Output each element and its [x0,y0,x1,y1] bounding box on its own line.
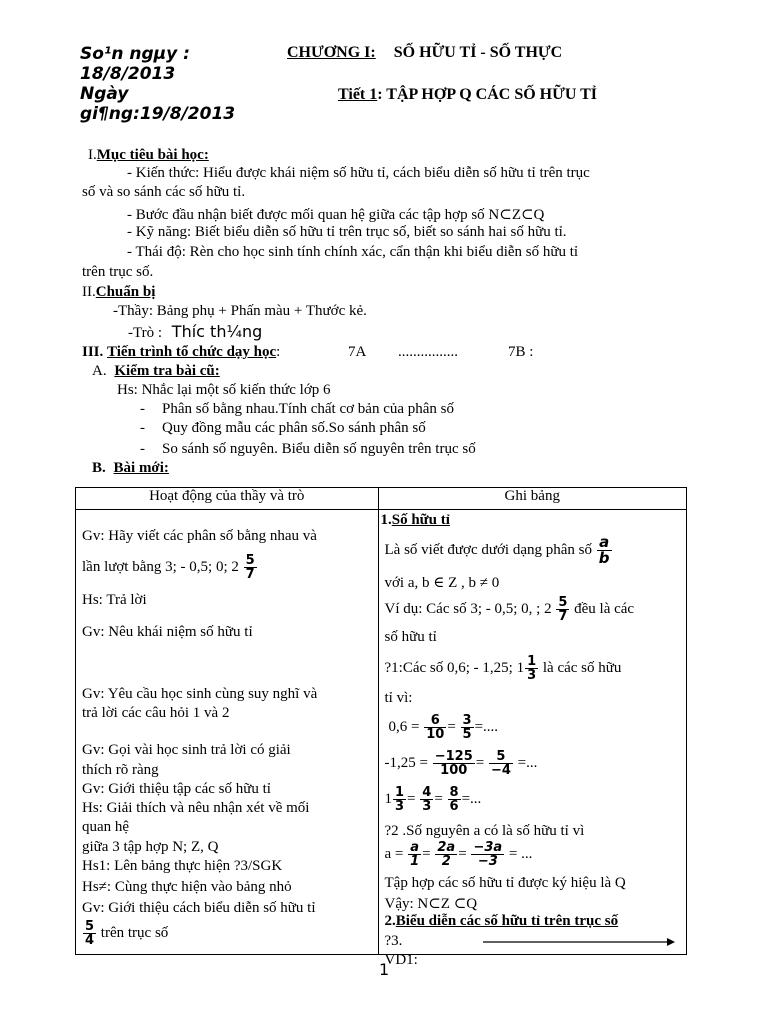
number-line-arrow [483,936,675,948]
fraction: $\frac{a}{1}$ [410,840,420,869]
section1-line2: số và so sánh các số hữu tỉ. [82,184,246,200]
equation-1-1-3: 1 $\frac{1}{3}$ = $\frac{4}{3}$ = $\frac{8}{6}$ =... [384,785,482,814]
section1-line4: - Kỹ năng: Biết biểu diễn số hữu tỉ trên trục số, biết so sánh hai số hữu tỉ. [127,224,567,240]
fraction: $\frac{2a}{2}$ [437,840,456,869]
class-dots: ................ [398,344,458,360]
section2-line2: -Trò : Thíc th¼ng [128,322,263,341]
fraction: $\frac{a}{b}$ [598,533,610,567]
right-r4: số hữu tỉ [384,629,437,645]
subsection-a-heading: A. Kiểm tra bài cũ: [92,363,220,379]
lesson-heading [338,86,597,104]
col2-header: Ghi bảng [378,488,687,510]
fraction: $\frac{-125}{100}$ [434,749,473,778]
fraction: $\frac{6}{10}$ [426,713,445,742]
fraction: $\frac{1}{3}$ [527,654,537,683]
right-r3: Ví dụ: Các số 3; - 0,5; 0, ; 2 $\frac{5}{7}$ đều là các [384,595,635,624]
lesson-prefix: Tiết 1 [338,86,378,103]
left-column [76,510,379,955]
right-column [378,510,687,968]
soan-ngay-label: So¹n ngµy : [80,44,190,64]
right-r9: Vậy: N⊂Z ⊂Q [384,896,478,912]
section1-line5: - Thái độ: Rèn cho học sinh tính chính xác, cẩn thận khi biểu diễn số hữu tỉ [127,244,579,260]
soan-ngay-date: 18/8/2013 [80,64,176,84]
section2-heading: II.Chuẩn bị [82,284,156,300]
right-r8: Tập hợp các số hữu tỉ được ký hiệu là Q [384,875,626,891]
left-l7: Gv: Gọi vài học sinh trả lời có giải [82,742,291,758]
fraction: $\frac{-3a}{-3}$ [473,840,503,869]
chapter-prefix: CHƯƠNG I: [287,44,376,61]
right-r6: tỉ vì: [384,690,413,706]
section3-heading: III. Tiến trình tổ chức dạy học: [82,344,281,360]
left-l10: Hs: Giải thích và nêu nhận xét về mối [82,800,310,816]
hs-line: Hs: Nhắc lại một số kiến thức lớp 6 [117,382,331,398]
left-l1: Gv: Hãy viết các phân số bằng nhau và [82,528,317,544]
col1-header: Hoạt động của thầy và trò [76,488,379,510]
lesson-title: : TẬP HỢP Q CÁC SỐ HỮU TỈ [377,86,597,103]
right-r5: ?1:Các số 0,6; - 1,25; 1 $\frac{1}{3}$ là các số hữu [384,654,622,683]
fraction: $\frac{4}{3}$ [422,785,432,814]
fraction: $\frac{8}{6}$ [449,785,459,814]
left-l9: Gv: Giới thiệu tập các số hữu tỉ [82,781,271,797]
bullet-3: - So sánh số nguyên. Biểu diễn số nguyên trên trục số [140,441,476,457]
fraction: $\frac{1}{3}$ [395,785,405,814]
left-l4: Gv: Nêu khái niệm số hữu tỉ [82,624,253,640]
left-l6: trả lời các câu hỏi 1 và 2 [82,705,230,721]
left-l11: quan hệ [82,819,130,835]
left-l5: Gv: Yêu cầu học sinh cùng suy nghĩ và [82,686,318,702]
section1-line1: - Kiến thức: Hiểu được khái niệm số hữu tỉ, cách biểu diễn số hữu tỉ trên trục [127,165,590,181]
page-number: 1 [379,960,390,979]
chapter-heading [287,44,562,62]
right-r7: ?2 .Số nguyên a có là số hữu tỉ vì [384,823,585,839]
right-r10: ?3. [384,933,403,949]
section1-heading: I.Mục tiêu bài học: [88,147,209,163]
ngay-label: Ngày [80,84,129,104]
fraction: $\frac{5}{-4}$ [490,749,511,778]
left-l13: Hs1: Lên bảng thực hiện ?3/SGK [82,858,283,874]
right-h2: 2.Biểu diễn các số hữu tỉ trên trục số [384,913,619,929]
class-7a: 7A [348,344,367,360]
left-l16: $\frac{5}{4}$ trên trục số [85,919,169,948]
left-l15: Gv: Giới thiệu cách biểu diễn số hữu tỉ [82,900,316,916]
section1-line3: - Bước đầu nhận biết được mối quan hệ giữa các tập hợp số N⊂Z⊂Q [127,207,545,223]
left-l12: giữa 3 tập hợp N; Z, Q [82,839,219,855]
subsection-b-heading: B. Bài mới: [92,460,169,476]
bullet-1: - Phân số bằng nhau.Tính chất cơ bản của phân số [140,401,455,417]
equation-a: a = $\frac{a}{1}$ = $\frac{2a}{2}$ = $\frac{-3a}{-3}$ = ... [384,840,533,869]
right-r1: Là số viết được dưới dạng phân số $\frac{a}{b}$ [384,533,610,567]
equation-1-25: -1,25 = $\frac{-125}{100}$ = $\frac{5}{-4}$ =... [384,749,538,778]
fraction: $\frac{5}{7}$ [245,553,255,582]
left-l2: lần lượt bằng 3; - 0,5; 0; 2 $\frac{5}{7}$ [82,553,255,582]
right-r2: với a, b ∈ Z , b ≠ 0 [384,575,500,591]
equation-0-6: 0,6 = $\frac{6}{10}$ = $\frac{3}{5}$ =.... [388,713,499,742]
lesson-table [75,487,687,968]
fraction: $\frac{5}{4}$ [85,919,95,948]
section2-line1: -Thầy: Bảng phụ + Phấn màu + Thước kẻ. [113,303,367,319]
left-l14: Hs≠: Cùng thực hiện vào bảng nhỏ [82,879,292,895]
fraction: $\frac{5}{7}$ [558,595,568,624]
bullet-2: - Quy đồng mẫu các phân số.So sánh phân số [140,420,426,436]
class-7b: 7B : [508,344,534,360]
section1-line6: trên trục số. [82,264,154,280]
left-l3: Hs: Trả lời [82,592,147,608]
right-h1: 1.Số hữu tỉ [380,512,450,528]
left-l8: thích rõ ràng [82,762,159,778]
fraction: $\frac{3}{5}$ [462,713,472,742]
right-r11: VD1: [384,952,418,968]
chapter-title: SỐ HỮU TỈ - SỐ THỰC [393,44,563,61]
giang-label: gi¶ng:19/8/2013 [80,104,236,124]
